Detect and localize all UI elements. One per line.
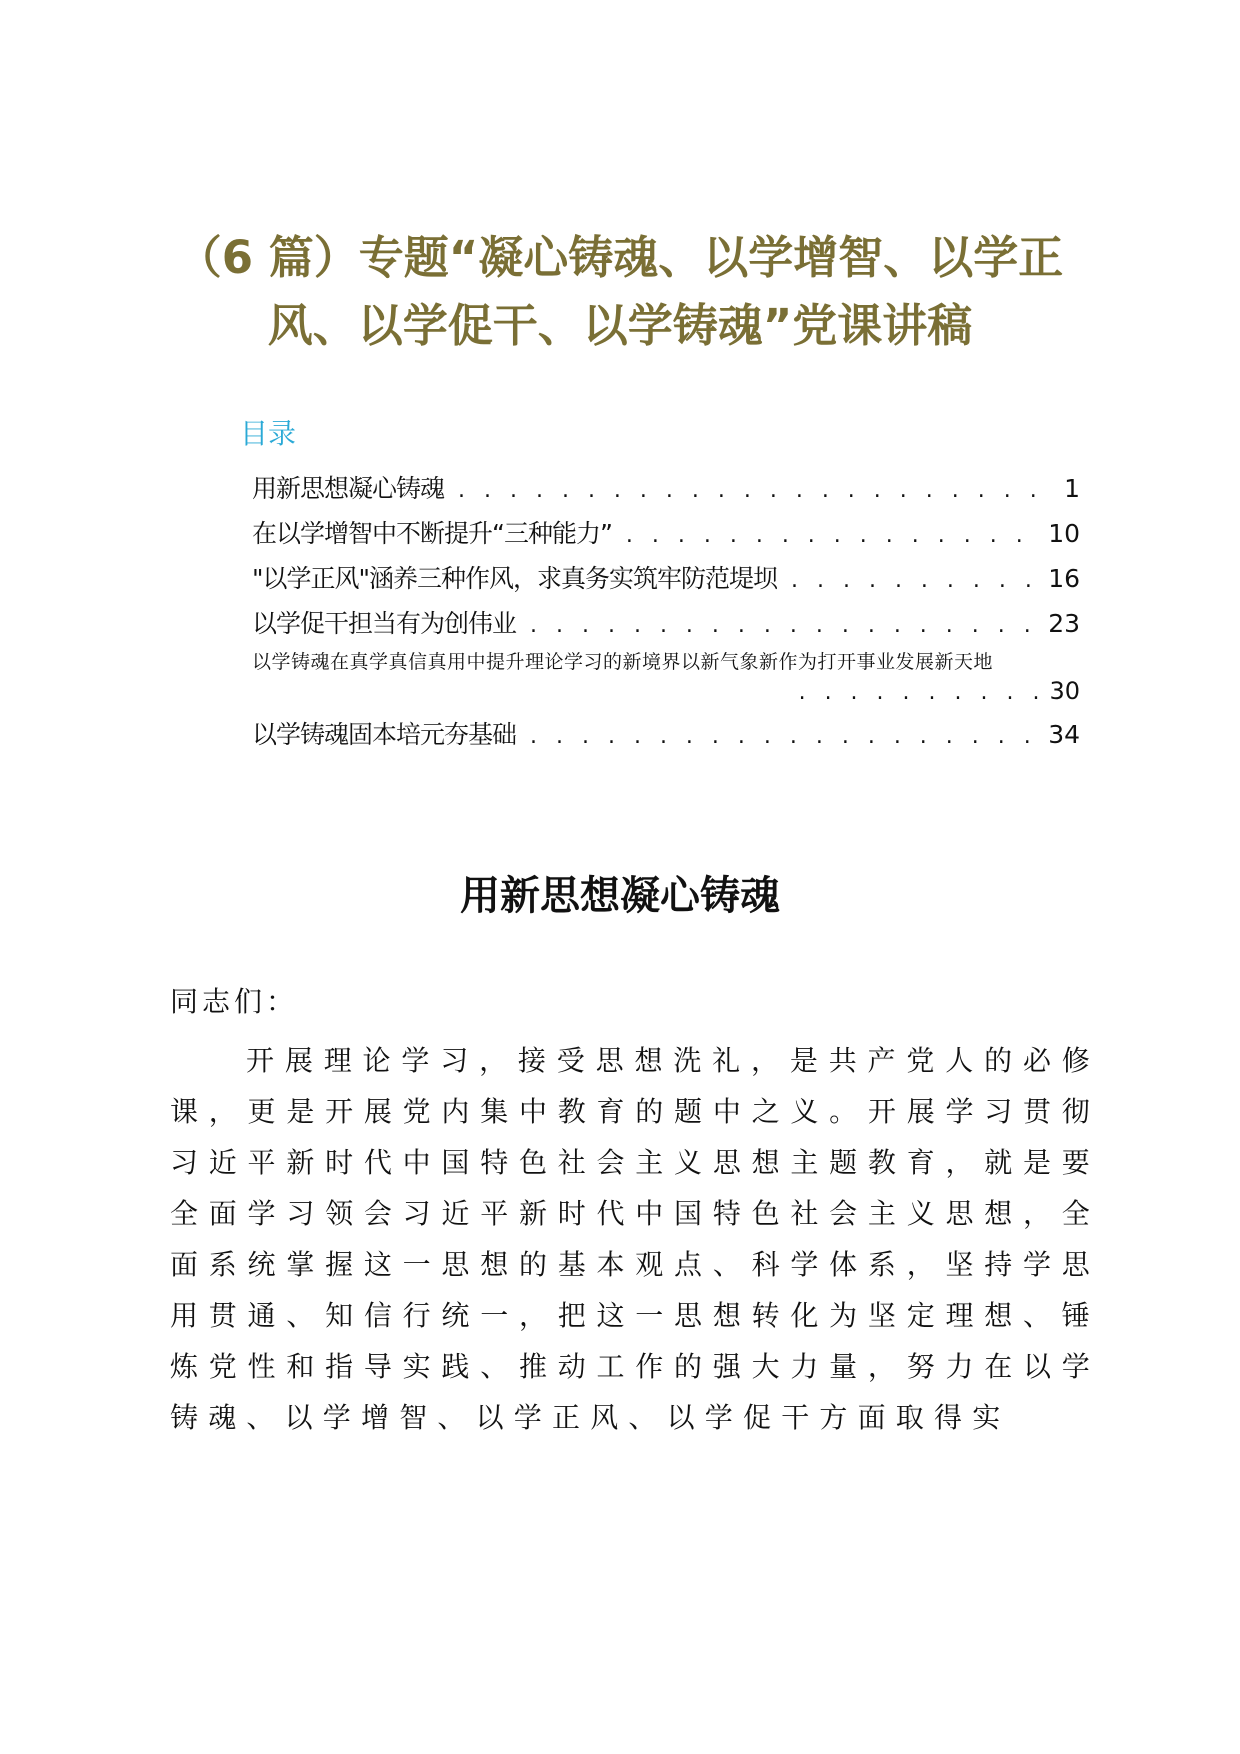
toc-heading: 目录 — [240, 417, 297, 450]
toc-item[interactable] — [252, 466, 1080, 511]
toc-item-label: 以学铸魂固本培元夯基础 — [252, 720, 517, 749]
toc-item-label: 用新思想凝心铸魂 — [252, 474, 445, 503]
toc-item[interactable] — [252, 712, 1080, 757]
toc-item-label: 以学铸魂在真学真信真用中提升理论学习的新境界以新气象新作为打开事业发展新天地 — [252, 651, 994, 673]
toc-leader-dots — [530, 603, 1040, 648]
table-of-contents — [252, 466, 1080, 757]
body-paragraph: 开展理论学习，接受思想洗礼，是共产党人的必修课，更是开展党内集中教育的题中之义。开展学习贯彻习近平新时代中国特色社会主义思想主题教育，就是要全面学习领会习近平新时代中国特色社会主义思想，全面系统掌握这一思想的基本观点、科学体系，坚持学思用贯通、知信行统一，把这一思想转化为坚定理想、锤炼党性和指导实践、推动工作的强大力量，努力在以学铸魂、以学增智、以学正风、以学促干方面取得实 — [170, 1044, 1100, 1434]
toc-leader-dots — [530, 714, 1040, 759]
section-title: 用新思想凝心铸魂 — [460, 873, 780, 919]
toc-item-page: 34 — [1048, 720, 1080, 749]
toc-item[interactable] — [252, 601, 1080, 646]
document-title: （6 篇）专题“凝心铸魂、以学增智、以学正风、以学促干、以学铸魂”党课讲稿 — [176, 231, 1064, 352]
toc-item-page: 23 — [1048, 609, 1080, 638]
toc-leader-dots: . . . . . . . . . . — [798, 680, 1046, 705]
toc-leader-dots — [458, 468, 1046, 513]
toc-item-label: 在以学增智中不断提升“三种能力” — [252, 519, 612, 548]
toc-item-page: 16 — [1048, 564, 1080, 593]
toc-item-page: 1 — [1064, 474, 1080, 503]
toc-item[interactable] — [252, 648, 1080, 708]
toc-item-page: 10 — [1048, 519, 1080, 548]
toc-leader-dots — [791, 558, 1040, 603]
toc-item[interactable] — [252, 511, 1080, 556]
toc-item-label: "以学正风"涵养三种作风，求真务实筑牢防范堤坝 — [252, 564, 777, 593]
toc-leader-dots — [626, 513, 1040, 558]
toc-item-label: 以学促干担当有为创伟业 — [252, 609, 517, 638]
toc-item[interactable] — [252, 556, 1080, 601]
salutation: 同志们： — [170, 985, 299, 1018]
toc-item-page: 30 — [1049, 677, 1080, 705]
